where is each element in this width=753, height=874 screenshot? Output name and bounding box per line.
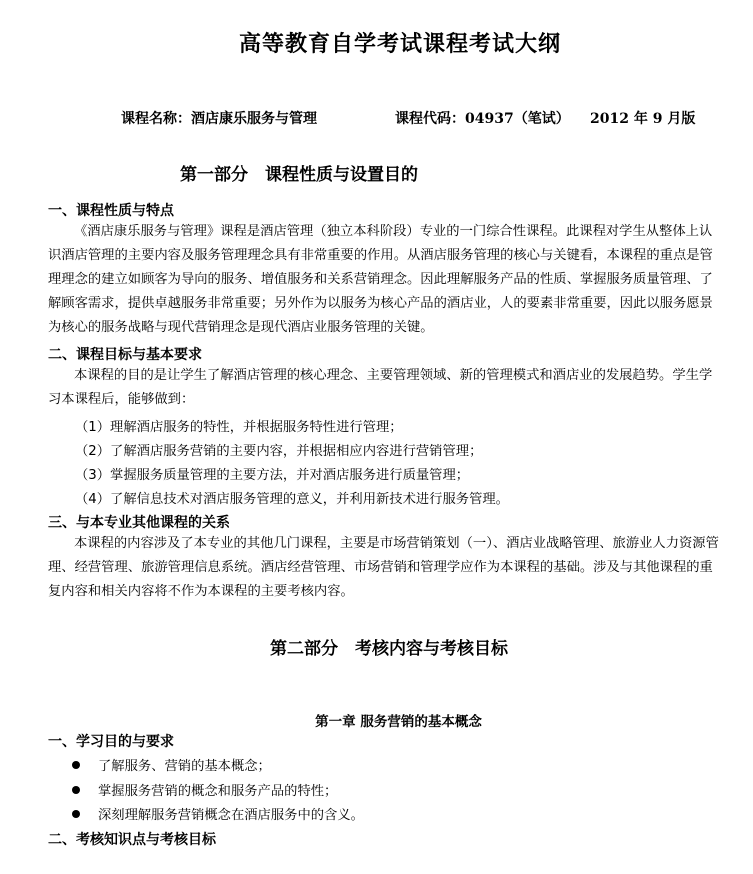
- part1-title: 第一部分 课程性质与设置目的: [180, 165, 418, 185]
- bullet-dot-icon: [72, 786, 80, 794]
- part1-sec3-line: 本课程的内容涉及了本专业的其他几门课程，主要是市场营销策划（一）、酒店业战略管理、旅游业人力资源管: [74, 536, 719, 551]
- document-title: 高等教育自学考试课程考试大纲: [238, 31, 561, 57]
- bullet-dot-icon: [72, 761, 80, 769]
- part1-sec1-line: 《酒店康乐服务与管理》课程是酒店管理（独立本科阶段）专业的一门综合性课程。此课程对学生从整体上认: [74, 224, 713, 239]
- part1-sec1-line: 识酒店管理的主要内容及服务管理理念具有非常重要的作用。从酒店服务管理的核心与关键看，本课程的重点是管: [48, 248, 713, 263]
- chapter1-bullet: 深刻理解服务营销概念在酒店服务中的含义。: [98, 808, 364, 823]
- goal-item: （1）理解酒店服务的特性，并根据服务特性进行管理；: [75, 420, 403, 435]
- part1-sec1-heading: 一、课程性质与特点: [48, 203, 174, 219]
- part1-sec3-heading: 三、与本专业其他课程的关系: [48, 515, 230, 531]
- chapter1-title: 第一章 服务营销的基本概念: [315, 714, 482, 730]
- goal-item: （4）了解信息技术对酒店服务管理的意义，并利用新技术进行服务管理。: [75, 492, 509, 507]
- part1-sec1-line: 理理念的建立如顾客为导向的服务、增值服务和关系营销理念。因此理解服务产品的性质、掌握服务质量管理、了: [48, 272, 713, 287]
- course-code: 课程代码：04937（笔试）: [395, 111, 570, 127]
- course-name: 课程名称：酒店康乐服务与管理: [121, 111, 317, 127]
- part1-sec2-heading: 二、课程目标与基本要求: [48, 347, 202, 363]
- goal-item: （2）了解酒店服务营销的主要内容，并根据相应内容进行营销管理；: [75, 444, 483, 459]
- part1-sec3-line: 复内容和相关内容将不作为本课程的主要考核内容。: [48, 584, 354, 599]
- chapter1-sec2-heading: 二、考核知识点与考核目标: [48, 832, 216, 848]
- part2-title: 第二部分 考核内容与考核目标: [270, 639, 508, 659]
- chapter1-sec1-heading: 一、学习目的与要求: [48, 734, 174, 750]
- chapter1-bullet: 掌握服务营销的概念和服务产品的特性；: [98, 784, 338, 799]
- part1-sec2-line: 习本课程后，能够做到：: [48, 392, 195, 407]
- part1-sec3-line: 理、经营管理、旅游管理信息系统。酒店经营管理、市场营销和管理学应作为本课程的基础。涉及与其他课程的重: [48, 560, 713, 575]
- bullet-dot-icon: [72, 810, 80, 818]
- part1-sec2-line: 本课程的目的是让学生了解酒店管理的核心理念、主要管理领域、新的管理模式和酒店业的发展趋势。学生学: [74, 368, 713, 383]
- edition-date: 2012 年 9 月版: [590, 111, 696, 127]
- chapter1-bullet: 了解服务、营销的基本概念；: [98, 759, 271, 774]
- goal-item: （3）掌握服务质量管理的主要方法，并对酒店服务进行质量管理；: [75, 468, 470, 483]
- part1-sec1-line: 为核心的服务战略与现代营销理念是现代酒店业服务管理的关键。: [48, 320, 434, 335]
- part1-sec1-line: 解顾客需求，提供卓越服务非常重要；另外作为以服务为核心产品的酒店业，人的要素非常重要，因此以服务愿景: [48, 296, 713, 311]
